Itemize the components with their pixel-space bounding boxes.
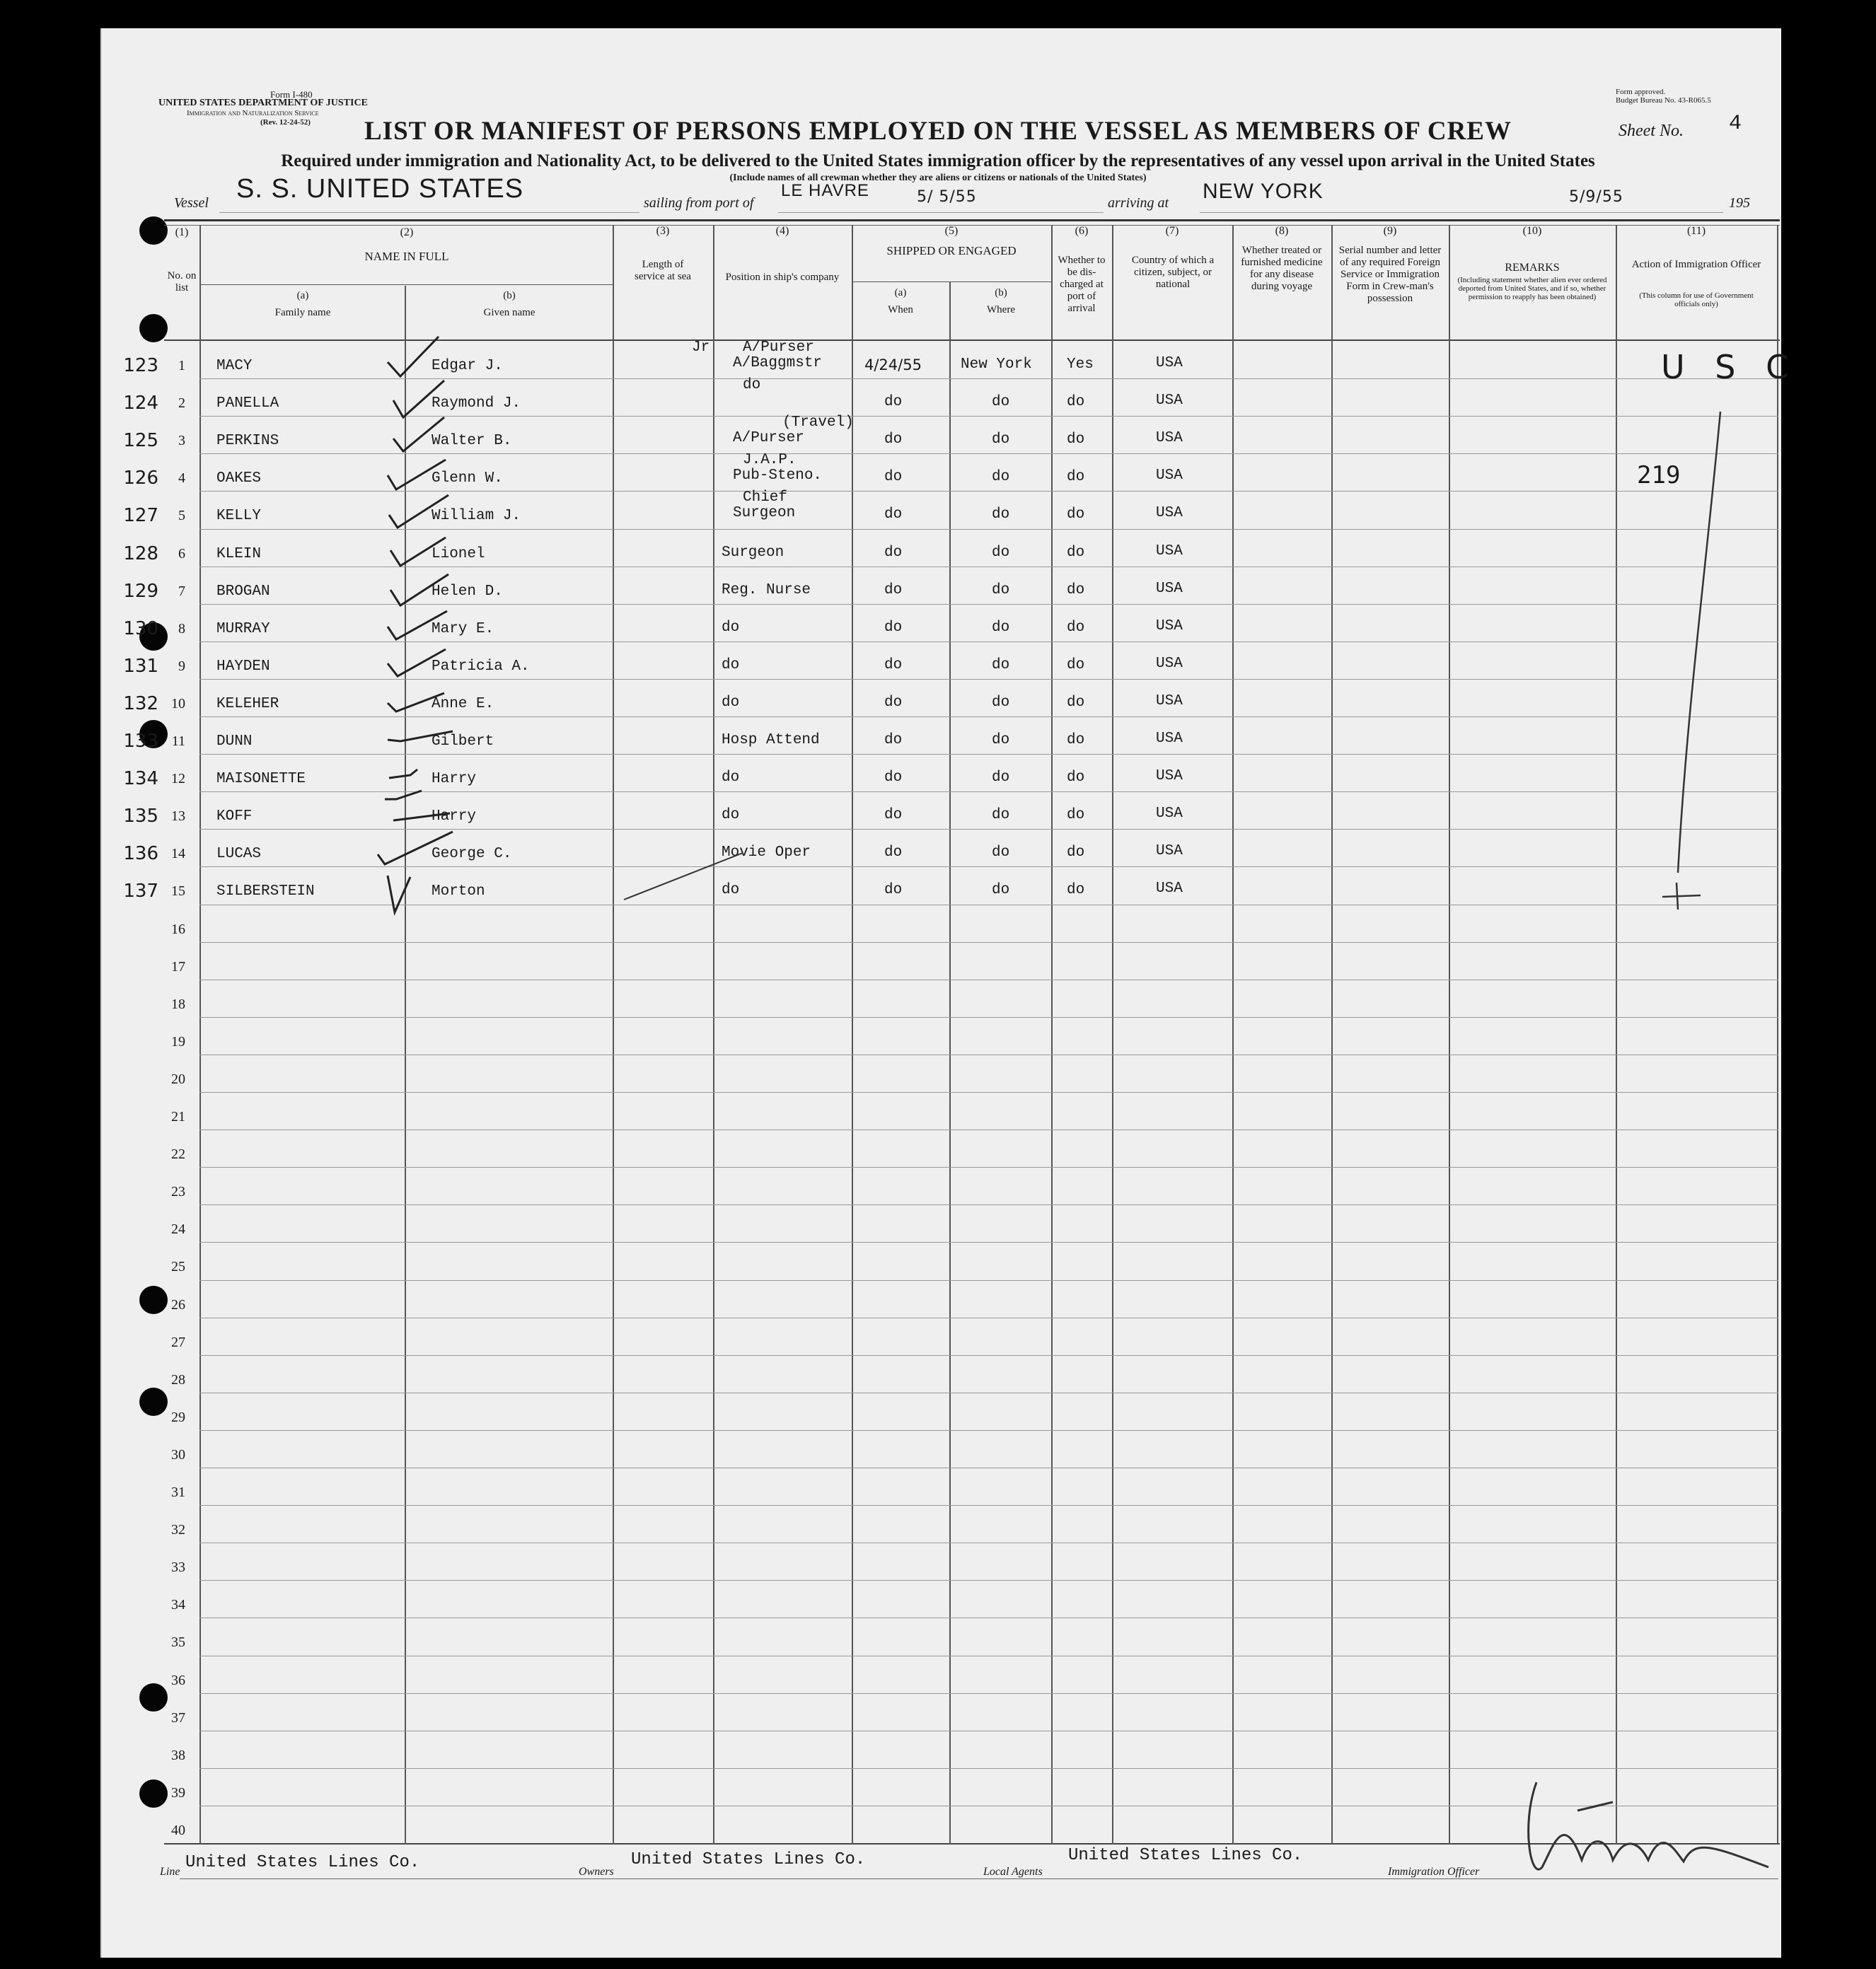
discharged-cell: do xyxy=(1067,844,1085,861)
shipped-where-cell: do xyxy=(992,769,1010,786)
col-position: Position in ship's company xyxy=(725,272,840,283)
row-separator xyxy=(199,491,1778,492)
shipped-where-cell: do xyxy=(992,732,1010,748)
col-divider xyxy=(1232,225,1234,1845)
department-name: UNITED STATES DEPARTMENT OF JUSTICE xyxy=(158,98,368,108)
row-number: 7 xyxy=(178,583,185,599)
shipped-when-cell: do xyxy=(884,769,903,786)
shipped-where-cell: do xyxy=(992,844,1010,861)
row-number: 13 xyxy=(171,808,185,824)
col-divider xyxy=(199,225,201,1845)
col-4-number: (4) xyxy=(775,225,789,237)
shipped-subheader-rule xyxy=(853,281,1051,282)
row-number: 5 xyxy=(178,508,185,523)
family-name-cell: KLEIN xyxy=(216,546,262,562)
position-line-2: A/Baggmstr xyxy=(733,355,823,371)
family-name-cell: MAISONETTE xyxy=(216,771,306,787)
shipped-where-cell: do xyxy=(992,545,1010,561)
row-number: 30 xyxy=(171,1447,185,1463)
row-separator xyxy=(199,754,1778,755)
given-name-cell: Raymond J. xyxy=(432,395,521,412)
sail-date: 5/ 5/55 xyxy=(917,188,977,206)
position-line-1: J.A.P. xyxy=(743,452,797,468)
footer-officer-label: Immigration Officer xyxy=(1388,1866,1480,1878)
shipped-when-cell: do xyxy=(884,394,903,410)
sheet-label: Sheet No. xyxy=(1619,122,1684,140)
country-cell: USA xyxy=(1156,656,1183,672)
col-divider xyxy=(852,225,853,1845)
col-7-number: (7) xyxy=(1165,225,1179,237)
given-name-cell: Helen D. xyxy=(432,583,503,600)
country-cell: USA xyxy=(1156,355,1183,371)
given-name-cell: Edgar J. xyxy=(432,358,503,374)
col-remarks: REMARKS xyxy=(1505,262,1560,274)
shipped-where-cell: do xyxy=(992,582,1010,598)
discharged-cell: do xyxy=(1067,620,1085,636)
discharged-cell: do xyxy=(1067,807,1085,823)
row-number: 20 xyxy=(171,1071,185,1087)
row-external-number: 126 xyxy=(123,467,158,489)
row-number: 22 xyxy=(171,1146,185,1162)
given-name-cell: William J. xyxy=(432,508,521,524)
row-number: 10 xyxy=(171,696,185,711)
col-discharged: Whether to be dis-charged at port of arrival xyxy=(1058,255,1106,314)
col-11-number: (11) xyxy=(1686,225,1706,237)
row-external-number: 125 xyxy=(123,430,158,451)
shipped-where-cell: do xyxy=(992,431,1010,448)
shipped-where-cell: New York xyxy=(961,356,1032,373)
row-number: 1 xyxy=(178,358,185,373)
row-number: 21 xyxy=(171,1109,185,1125)
family-name-cell: DUNN xyxy=(216,733,253,750)
col-divider xyxy=(949,281,951,1845)
country-cell: USA xyxy=(1156,618,1183,634)
given-name-cell: Walter B. xyxy=(432,433,512,449)
col-name-in-full: NAME IN FULL xyxy=(364,250,449,263)
row-number: 27 xyxy=(171,1335,185,1350)
row-number: 8 xyxy=(178,621,185,637)
row-separator xyxy=(199,1693,1778,1694)
row-separator xyxy=(199,1280,1778,1281)
shipped-when-cell: 4/24/55 xyxy=(864,356,922,373)
row-separator xyxy=(199,1167,1778,1168)
family-name-cell: MURRAY xyxy=(216,621,270,637)
row-separator xyxy=(199,1092,1778,1093)
position-line-2: do xyxy=(722,657,740,673)
budget-bureau-no: Budget Bureau No. 43-R065.5 xyxy=(1616,96,1711,105)
footer-agents-value: United States Lines Co. xyxy=(1068,1846,1303,1865)
vessel-name: S. S. UNITED STATES xyxy=(236,174,524,204)
form-approval: Form approved. xyxy=(1616,88,1666,96)
table-top-rule xyxy=(164,219,1780,221)
col-divider xyxy=(1449,225,1450,1845)
country-cell: USA xyxy=(1156,430,1183,446)
form-number: Form I-480 xyxy=(270,89,313,100)
country-cell: USA xyxy=(1156,581,1183,597)
row-separator xyxy=(199,866,1778,867)
port-to: NEW YORK xyxy=(1203,180,1324,203)
row-separator xyxy=(199,942,1778,943)
row-number: 12 xyxy=(171,771,185,786)
row-number: 17 xyxy=(171,959,185,975)
row-separator xyxy=(199,1355,1778,1356)
col-family-name: Family name xyxy=(274,307,331,318)
header-bottom-rule xyxy=(164,339,1780,341)
col-serial-number: Serial number and letter of any required Foreign Service or Immigration Form in Crew-man's possession xyxy=(1338,245,1442,304)
row-separator xyxy=(199,1017,1778,1018)
row-separator xyxy=(199,1242,1778,1243)
shipped-where-cell: do xyxy=(992,506,1010,523)
footer-line-value: United States Lines Co. xyxy=(185,1853,420,1872)
row-number: 34 xyxy=(171,1597,185,1613)
family-name-cell: LUCAS xyxy=(216,846,262,862)
col-family-number: (a) xyxy=(296,290,309,301)
shipped-when-cell: do xyxy=(884,657,903,673)
row-number: 4 xyxy=(178,470,185,486)
col-8-number: (8) xyxy=(1275,225,1289,237)
shipped-when-cell: do xyxy=(884,582,903,598)
family-name-cell: BROGAN xyxy=(216,583,270,600)
family-name-cell: PANELLA xyxy=(216,395,279,412)
discharged-cell: do xyxy=(1067,769,1085,786)
row-number: 6 xyxy=(178,546,185,562)
row-number: 31 xyxy=(171,1485,185,1500)
col-length-service: Length of service at sea xyxy=(635,259,691,282)
row-external-number: 137 xyxy=(123,881,158,902)
col-shipped-engaged: SHIPPED OR ENGAGED xyxy=(886,244,1017,257)
col-5-number: (5) xyxy=(944,225,959,237)
vessel-label: Vessel xyxy=(174,195,209,211)
service-length-cell: Jr xyxy=(692,339,710,356)
position-line-2: do xyxy=(722,695,740,711)
row-separator xyxy=(199,1129,1778,1130)
row-separator xyxy=(199,1580,1778,1581)
row-separator xyxy=(199,416,1778,417)
document-title: LIST OR MANIFEST OF PERSONS EMPLOYED ON THE VESSEL AS MEMBERS OF CREW xyxy=(364,117,1512,146)
footer-owners-value: United States Lines Co. xyxy=(631,1850,866,1869)
arrive-date: 5/9/55 xyxy=(1569,188,1623,206)
row-external-number: 127 xyxy=(123,505,158,526)
discharged-cell: do xyxy=(1067,882,1085,898)
shipped-when-cell: do xyxy=(884,469,903,485)
position-line-2: Hosp Attend xyxy=(722,732,820,748)
discharged-cell: do xyxy=(1067,431,1085,448)
row-separator xyxy=(199,1505,1778,1506)
family-name-cell: PERKINS xyxy=(216,433,279,449)
row-number: 9 xyxy=(178,658,185,674)
given-name-cell: Gilbert xyxy=(432,733,494,750)
row-external-number: 130 xyxy=(123,618,158,639)
shipped-when-cell: do xyxy=(884,882,903,898)
row-number: 14 xyxy=(171,846,185,861)
col-divider xyxy=(1777,225,1778,1845)
row-separator xyxy=(199,1430,1778,1431)
row-number: 16 xyxy=(171,922,185,937)
country-cell: USA xyxy=(1156,467,1183,484)
col-divider xyxy=(405,286,406,1845)
sheet-number: 4 xyxy=(1729,112,1742,136)
col-divider xyxy=(713,225,714,1845)
service-name: Immigration and Naturalization Service xyxy=(187,109,319,117)
row-number: 24 xyxy=(171,1221,185,1237)
position-line-1: (Travel) xyxy=(782,414,854,431)
col-divider xyxy=(1331,225,1333,1845)
country-cell: USA xyxy=(1156,505,1183,521)
row-number: 25 xyxy=(171,1259,185,1274)
col-immigration-note: (This column for use of Government officials only) xyxy=(1639,291,1754,308)
shipped-where-cell: do xyxy=(992,882,1010,898)
col-given-name: Given name xyxy=(483,307,535,318)
row-external-number: 129 xyxy=(123,581,158,602)
position-line-2: Pub-Steno. xyxy=(733,467,823,484)
year-suffix: 195 xyxy=(1729,195,1750,211)
given-name-cell: George C. xyxy=(432,846,512,862)
col-divider xyxy=(1616,225,1617,1845)
shipped-when-cell: do xyxy=(884,807,903,823)
country-cell: USA xyxy=(1156,393,1183,409)
given-name-cell: Lionel xyxy=(432,546,485,562)
family-name-cell: KELLY xyxy=(216,508,262,524)
col-country: Country of which a citizen, subject, or national xyxy=(1131,255,1215,290)
discharged-cell: do xyxy=(1067,732,1085,748)
position-line-2: Surgeon xyxy=(722,545,784,561)
position-line-2: do xyxy=(722,807,740,823)
country-cell: USA xyxy=(1156,881,1183,897)
shipped-when-cell: do xyxy=(884,695,903,711)
col-no-on-list: No. on list xyxy=(167,270,197,294)
country-cell: USA xyxy=(1156,731,1183,747)
col-when: When xyxy=(888,304,913,315)
col-2-number: (2) xyxy=(400,226,414,238)
row-number: 11 xyxy=(171,733,185,749)
shipped-when-cell: do xyxy=(884,620,903,636)
position-line-1: Chief xyxy=(743,489,788,506)
discharged-cell: do xyxy=(1067,545,1085,561)
footer-owners-label: Owners xyxy=(579,1866,614,1878)
given-name-cell: Harry xyxy=(432,808,477,825)
arriving-label: arriving at xyxy=(1108,195,1169,211)
row-external-number: 133 xyxy=(123,731,158,752)
discharged-cell: do xyxy=(1067,469,1085,485)
shipped-where-cell: do xyxy=(992,620,1010,636)
row-number: 18 xyxy=(171,997,185,1012)
row-separator xyxy=(199,453,1778,454)
row-separator xyxy=(199,1768,1778,1769)
row-separator xyxy=(199,604,1778,605)
row-number: 37 xyxy=(171,1710,185,1726)
position-line-1: do xyxy=(743,377,761,393)
officer-mark-top: U S C xyxy=(1661,348,1799,386)
country-cell: USA xyxy=(1156,806,1183,822)
given-name-cell: Mary E. xyxy=(432,621,494,637)
row-number: 15 xyxy=(171,883,185,899)
table-bottom-rule xyxy=(164,1843,1780,1845)
col-remarks-note: (Including statement whether alien ever ordered deported from United States, and if so, whether permission to reapply has been obtained) xyxy=(1457,276,1607,301)
form-revision: (Rev. 12-24-52) xyxy=(260,118,311,127)
position-line-2: Movie Oper xyxy=(722,844,811,861)
row-separator xyxy=(199,679,1778,680)
shipped-when-cell: do xyxy=(884,732,903,748)
footer-rule xyxy=(180,1878,1778,1879)
shipped-when-cell: do xyxy=(884,545,903,561)
row-number: 29 xyxy=(171,1410,185,1425)
row-number: 38 xyxy=(171,1748,185,1763)
row-number: 33 xyxy=(171,1559,185,1575)
row-external-number: 124 xyxy=(123,393,158,414)
sailing-label: sailing from port of xyxy=(644,195,754,211)
shipped-when-cell: do xyxy=(884,506,903,523)
col-divider xyxy=(1051,225,1053,1845)
footer-agents-label: Local Agents xyxy=(983,1866,1043,1878)
shipped-where-cell: do xyxy=(992,469,1010,485)
col-6-number: (6) xyxy=(1075,225,1089,237)
row-external-number: 132 xyxy=(123,693,158,714)
port-from: LE HAVRE xyxy=(781,181,869,200)
family-name-cell: HAYDEN xyxy=(216,658,270,675)
discharged-cell: do xyxy=(1067,506,1085,523)
row-number: 23 xyxy=(171,1184,185,1200)
given-name-cell: Patricia A. xyxy=(432,658,530,675)
row-number: 32 xyxy=(171,1522,185,1538)
discharged-cell: do xyxy=(1067,582,1085,598)
shipped-when-cell: do xyxy=(884,431,903,448)
row-separator xyxy=(199,829,1778,830)
footer-line-label: Line xyxy=(160,1866,180,1878)
col-where: Where xyxy=(987,304,1015,315)
family-name-cell: MACY xyxy=(216,358,253,374)
row-external-number: 135 xyxy=(123,806,158,827)
col-immigration-action: Action of Immigration Officer xyxy=(1631,259,1761,270)
row-external-number: 123 xyxy=(123,355,158,376)
family-name-cell: KOFF xyxy=(216,808,253,825)
discharged-cell: do xyxy=(1067,394,1085,410)
position-line-2: Reg. Nurse xyxy=(722,582,811,598)
row-number: 40 xyxy=(171,1823,185,1838)
shipped-where-cell: do xyxy=(992,695,1010,711)
country-cell: USA xyxy=(1156,543,1183,559)
position-line-1: A/Purser xyxy=(743,339,814,356)
col-divider xyxy=(1112,225,1113,1845)
country-cell: USA xyxy=(1156,843,1183,859)
position-line-2: do xyxy=(722,620,740,636)
row-number: 3 xyxy=(178,433,185,448)
col-given-number: (b) xyxy=(503,290,516,301)
row-number: 39 xyxy=(171,1785,185,1801)
family-name-cell: SILBERSTEIN xyxy=(216,883,315,900)
shipped-where-cell: do xyxy=(992,657,1010,673)
col-10-number: (10) xyxy=(1522,225,1542,237)
row-separator xyxy=(199,1204,1778,1205)
discharged-cell: Yes xyxy=(1067,356,1094,373)
row-separator xyxy=(199,641,1778,642)
family-name-cell: OAKES xyxy=(216,470,262,487)
col-medicine: Whether treated or furnished medicine for any disease during voyage xyxy=(1241,245,1323,292)
row-external-number: 131 xyxy=(123,656,158,677)
col-3-number: (3) xyxy=(656,225,670,237)
country-cell: USA xyxy=(1156,768,1183,784)
row-separator xyxy=(199,791,1778,792)
position-line-2: A/Purser xyxy=(733,430,804,446)
row-separator xyxy=(199,529,1778,530)
name-subheader-rule xyxy=(201,284,613,285)
position-line-2: Surgeon xyxy=(733,505,796,521)
col-when-number: (a) xyxy=(894,287,907,298)
given-name-cell: Anne E. xyxy=(432,696,494,712)
shipped-where-cell: do xyxy=(992,807,1010,823)
shipped-where-cell: do xyxy=(992,394,1010,410)
position-line-2: do xyxy=(722,882,740,898)
row-number: 28 xyxy=(171,1372,185,1388)
document-subtitle: Required under immigration and Nationality Act, to be delivered to the United States immigration officer by the representatives of any vessel upon arrival in the United States xyxy=(281,151,1595,170)
given-name-cell: Harry xyxy=(432,771,477,787)
family-name-cell: KELEHER xyxy=(216,696,279,712)
row-separator xyxy=(199,378,1778,379)
include-note: (Include names of all crewman whether they are aliens or citizens or nationals of the United States) xyxy=(729,173,1147,183)
given-name-cell: Morton xyxy=(432,883,485,900)
row-separator xyxy=(199,716,1778,717)
officer-mark-count: 219 xyxy=(1637,461,1681,489)
col-1-number: (1) xyxy=(175,226,189,238)
row-number: 26 xyxy=(171,1297,185,1313)
row-external-number: 134 xyxy=(123,768,158,789)
col-where-number: (b) xyxy=(995,287,1007,298)
row-number: 19 xyxy=(171,1034,185,1050)
col-divider xyxy=(613,225,614,1845)
country-cell: USA xyxy=(1156,693,1183,709)
row-separator xyxy=(199,1617,1778,1618)
given-name-cell: Glenn W. xyxy=(432,470,503,487)
row-number: 36 xyxy=(171,1673,185,1688)
row-number: 35 xyxy=(171,1634,185,1650)
discharged-cell: do xyxy=(1067,695,1085,711)
discharged-cell: do xyxy=(1067,657,1085,673)
shipped-when-cell: do xyxy=(884,844,903,861)
position-line-2: do xyxy=(722,769,740,786)
row-external-number: 128 xyxy=(123,543,158,564)
row-external-number: 136 xyxy=(123,843,158,864)
col-9-number: (9) xyxy=(1383,225,1397,237)
row-number: 2 xyxy=(178,395,185,411)
